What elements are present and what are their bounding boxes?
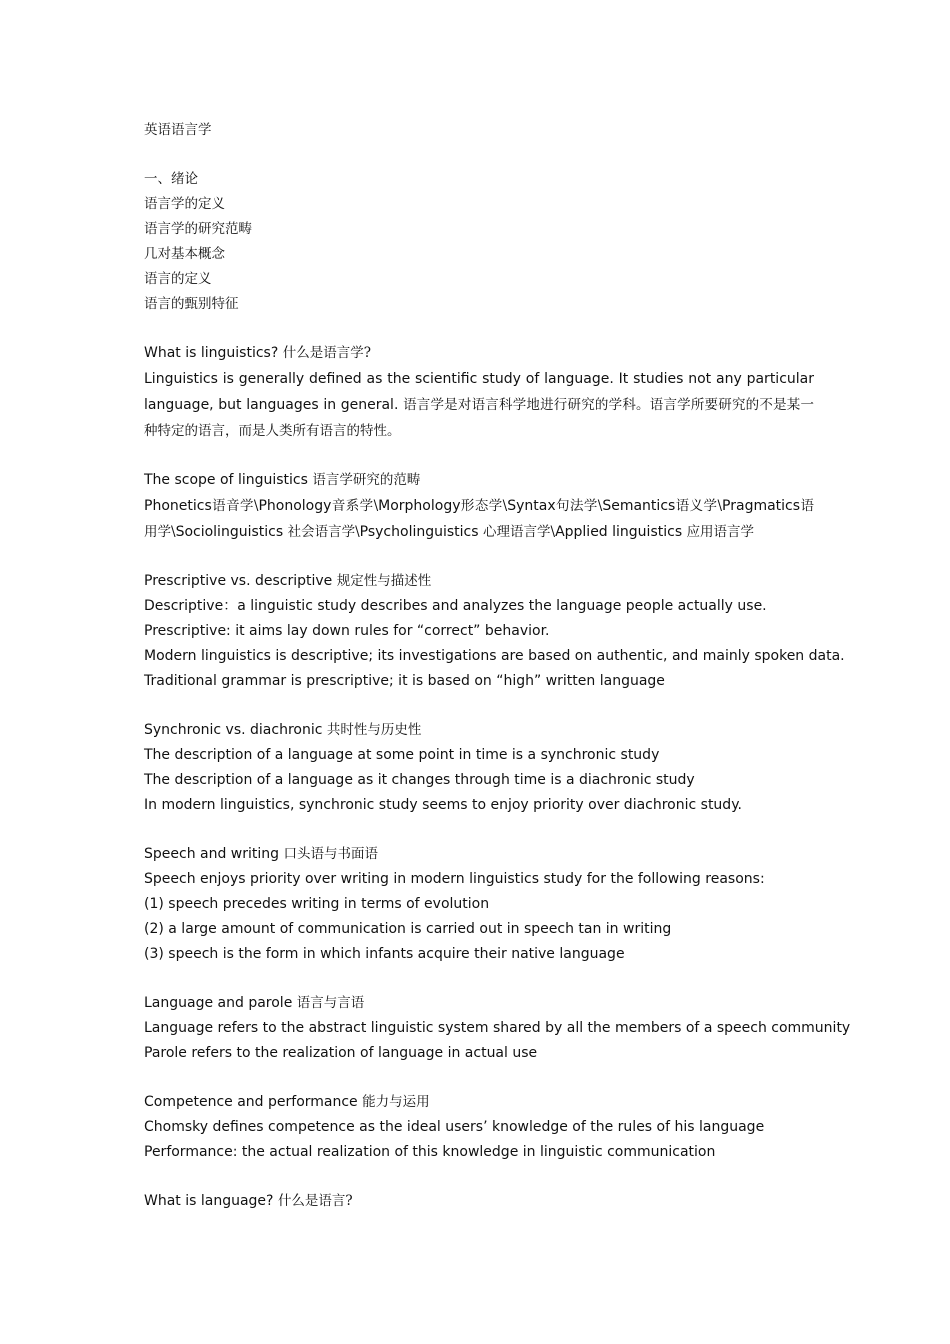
section-heading (144, 842, 814, 867)
section-heading-en: Language and parole (144, 995, 293, 1011)
outline-heading: 一、绪论 (144, 171, 198, 187)
section-heading-zh: 什么是语言? (277, 1193, 353, 1209)
field-en: Morphology (378, 498, 461, 514)
section-heading (144, 718, 814, 743)
text-line: The description of a language as it changes through time is a diachronic study (144, 772, 695, 788)
section-heading-zh: 什么是语言学? (282, 345, 371, 361)
outline-item: 语言学的定义 (144, 196, 225, 212)
section-heading (144, 569, 814, 594)
field-zh: 心理语言学\ (483, 524, 556, 540)
section-heading (144, 991, 814, 1016)
field-en: Sociolinguistics (175, 524, 284, 540)
section-heading (144, 1189, 814, 1214)
field-en: Phonology (258, 498, 332, 514)
field-en: Applied linguistics (555, 524, 683, 540)
section-heading-zh: 共时性与历史性 (326, 722, 422, 738)
field-en: Semantics (602, 498, 676, 514)
section-heading-en: The scope of linguistics (144, 472, 308, 488)
section-heading-en: What is language? (144, 1193, 274, 1209)
section-heading-en: Speech and writing (144, 846, 280, 862)
field-en: Syntax (507, 498, 556, 514)
field-en: Psycholinguistics (359, 524, 479, 540)
doc-title: 英语语言学 (144, 122, 212, 138)
section-heading-en: Competence and performance (144, 1094, 358, 1110)
document-page (144, 118, 851, 1214)
outline-item: 几对基本概念 (144, 246, 225, 262)
field-zh: 句法学\ (555, 498, 603, 514)
section-heading-zh: 语言学研究的范畴 (312, 472, 421, 488)
outline-item: 语言学的研究范畴 (144, 221, 252, 237)
text-line: Descriptive：a linguistic study describes and analyzes the language people actually use. (144, 598, 767, 614)
section-heading (144, 341, 814, 366)
field-zh: 社会语言学\ (287, 524, 360, 540)
text-line: Traditional grammar is prescriptive; it is based on “high” written language (144, 673, 665, 689)
text-line: Parole refers to the realization of language in actual use (144, 1045, 538, 1061)
field-zh: 语音学\ (211, 498, 259, 514)
section-heading-en: What is linguistics? (144, 345, 279, 361)
section-heading-zh: 能力与运用 (362, 1094, 430, 1110)
text-line: Chomsky defines competence as the ideal users’ knowledge of the rules of his language (144, 1119, 765, 1135)
field-zh: 应用语言学 (686, 524, 755, 540)
outline-item: 语言的定义 (144, 271, 212, 287)
text-line: The description of a language at some point in time is a synchronic study (144, 747, 660, 763)
field-en: Phonetics (144, 498, 212, 514)
text-line: Prescriptive: it aims lay down rules for “correct” behavior. (144, 623, 550, 639)
text-line: (1) speech precedes writing in terms of evolution (144, 896, 490, 912)
section-heading-zh: 口头语与书面语 (283, 846, 378, 862)
section-heading (144, 1090, 814, 1115)
section-heading-en: Prescriptive vs. descriptive (144, 573, 333, 589)
scope-fields-paragraph (144, 493, 814, 545)
field-zh: 语用学\ (144, 498, 814, 540)
outline-item: 语言的甄别特征 (144, 296, 239, 312)
field-zh: 形态学\ (460, 498, 508, 514)
text-line: Modern linguistics is descriptive; its investigations are based on authentic, and mainly spoken data. (144, 648, 845, 664)
text-line: (2) a large amount of communication is carried out in speech tan in writing (144, 921, 672, 937)
definition-en: Linguistics is generally defined as the scientific study of language. It studies not any particular language, but languages in general. (144, 371, 814, 413)
section-heading-zh: 规定性与描述性 (336, 573, 432, 589)
field-en: Pragmatics (722, 498, 801, 514)
text-line: In modern linguistics, synchronic study seems to enjoy priority over diachronic study. (144, 797, 742, 813)
text-line: Language refers to the abstract linguistic system shared by all the members of a speech community (144, 1020, 851, 1036)
definition-zh: 语言学是对语言科学地进行研究的学科。语言学所要研究的不是某一种特定的语言，而是人类所有语言的特性。 (144, 397, 814, 439)
text-line: (3) speech is the form in which infants acquire their native language (144, 946, 625, 962)
field-zh: 语义学\ (675, 498, 723, 514)
text-line: Performance: the actual realization of this knowledge in linguistic communication (144, 1144, 716, 1160)
section-heading-zh: 语言与言语 (296, 995, 365, 1011)
section-heading (144, 468, 814, 493)
text-line: Speech enjoys priority over writing in modern linguistics study for the following reasons: (144, 871, 765, 887)
section-heading-en: Synchronic vs. diachronic (144, 722, 323, 738)
definition-paragraph (144, 366, 814, 444)
field-zh: 音系学\ (331, 498, 379, 514)
